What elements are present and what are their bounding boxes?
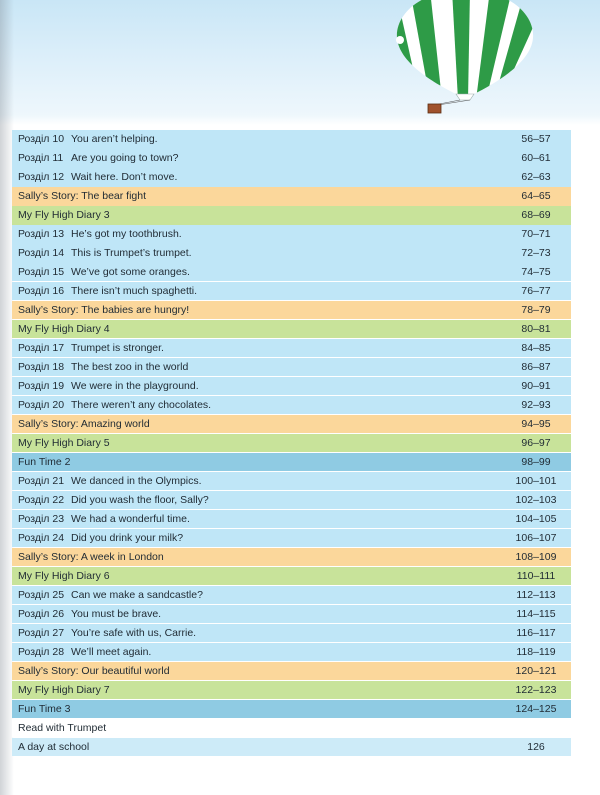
unit-label [12,228,71,240]
toc-title: My Fly High Diary 5 [18,437,110,450]
toc-title: He’s got my toothbrush. [71,228,182,241]
toc-row-unit [12,339,571,358]
page-range: 112–113 [516,588,556,601]
toc-row-unit [12,643,571,662]
unit-number: 26 [52,607,65,620]
page-range: 118–119 [516,645,556,658]
toc-title: You aren’t helping. [71,133,158,146]
page-range: 122–123 [515,683,557,696]
unit-number: 16 [52,285,65,298]
unit-number: 25 [52,588,65,601]
toc-title: You’re safe with us, Carrie. [71,626,197,639]
page-range: 102–103 [515,494,557,506]
page-range: 116–117 [516,626,556,639]
toc-row-diary [12,567,571,586]
toc-row-unit [12,263,571,282]
toc-row-unit [12,472,571,491]
page-range: 68–69 [521,209,551,222]
toc-row-fun [12,700,571,719]
unit-label [12,475,71,487]
unit-label [12,646,71,658]
unit-word: Розділ [18,285,50,298]
unit-number: 24 [52,531,65,544]
unit-label [12,589,71,601]
unit-label [12,380,71,392]
page-range: 64–65 [521,190,551,203]
toc-row-light [12,738,571,757]
toc-title: Read with Trumpet [18,721,107,734]
toc-row-unit [12,491,571,510]
page-range: 94–95 [521,418,551,431]
toc-row-diary [12,681,571,700]
toc-title: Sally’s Story: Our beautiful world [18,664,170,677]
toc-title: This is Trumpet’s trumpet. [71,247,192,260]
unit-word: Розділ [18,228,50,241]
unit-number: 13 [52,228,65,241]
page-range: 120–121 [515,664,557,677]
unit-label [12,152,71,164]
page-range: 104–105 [515,512,557,525]
unit-word: Розділ [18,475,50,488]
unit-number: 21 [52,475,65,488]
toc-title: Are you going to town? [71,152,179,165]
unit-word: Розділ [18,512,50,525]
unit-number: 19 [52,380,65,393]
unit-word: Розділ [18,380,50,393]
unit-number: 27 [52,626,65,639]
unit-label [12,247,71,259]
unit-word: Розділ [18,152,50,165]
toc-row-unit [12,149,571,168]
toc-row-diary [12,320,571,339]
toc-title: We were in the playground. [71,380,199,393]
toc-title: We had a wonderful time. [71,512,190,525]
unit-word: Розділ [18,171,50,184]
unit-label [12,171,71,183]
unit-number: 23 [52,512,65,525]
toc-title: The best zoo in the world [71,361,189,374]
toc-row-unit [12,624,571,643]
toc-title: There isn’t much spaghetti. [71,285,198,298]
unit-number: 18 [52,361,65,374]
page-range: 106–107 [515,531,557,544]
toc-row-story [12,187,571,206]
unit-label [12,608,71,620]
page-range: 84–85 [521,342,551,355]
unit-number: 12 [52,171,65,184]
unit-label [12,342,71,354]
toc-row-story [12,662,571,681]
toc-title: Sally’s Story: The bear fight [18,190,147,203]
unit-label [12,266,71,278]
page-range: 90–91 [521,380,551,393]
unit-word: Розділ [18,247,50,260]
page-range: 76–77 [521,285,551,298]
toc-row-unit [12,130,571,149]
toc-title: Fun Time 2 [18,456,71,469]
toc-title: Did you wash the floor, Sally? [71,494,209,506]
table-of-contents [12,130,571,756]
page-range: 60–61 [521,152,551,165]
page-range: 124–125 [515,702,557,715]
page-range: 96–97 [521,437,551,450]
unit-number: 10 [52,133,65,146]
page-range: 62–63 [521,171,551,184]
toc-title: We’ll meet again. [71,645,152,658]
hot-air-balloon-icon [390,0,540,125]
unit-word: Розділ [18,133,50,146]
page-range: 72–73 [521,247,551,260]
unit-label [12,361,71,373]
unit-label [12,494,71,506]
page-range: 74–75 [521,266,551,279]
unit-number: 17 [52,342,65,355]
toc-title: Did you drink your milk? [71,531,184,544]
toc-row-story [12,415,571,434]
toc-row-unit [12,168,571,187]
unit-number: 11 [52,152,64,165]
unit-label [12,627,71,639]
unit-word: Розділ [18,399,50,412]
page-range: 108–109 [515,550,557,563]
toc-title: Sally’s Story: A week in London [18,550,164,563]
toc-row-unit [12,244,571,263]
toc-row-fun [12,453,571,472]
unit-number: 15 [52,266,65,279]
unit-word: Розділ [18,494,50,506]
toc-title: My Fly High Diary 7 [18,683,110,696]
toc-title: A day at school [18,740,90,753]
toc-row-unit [12,282,571,301]
toc-row-unit [12,586,571,605]
toc-row-unit [12,377,571,396]
toc-title: Sally’s Story: Amazing world [18,418,150,431]
toc-row-unit [12,529,571,548]
unit-label [12,285,71,297]
toc-row-unit [12,605,571,624]
page-range: 110–111 [516,569,556,582]
page-range: 78–79 [521,304,551,317]
toc-row-unit [12,225,571,244]
toc-row-plain [12,719,571,738]
toc-title: My Fly High Diary 6 [18,569,110,582]
toc-title: We’ve got some oranges. [71,266,190,279]
page-range: 86–87 [521,361,551,374]
toc-title: My Fly High Diary 3 [18,209,110,222]
page-range: 92–93 [521,399,551,412]
unit-word: Розділ [18,645,50,658]
unit-number: 20 [52,399,65,412]
unit-word: Розділ [18,607,50,620]
page-range: 98–99 [521,456,551,469]
unit-number: 22 [52,494,65,506]
toc-row-diary [12,206,571,225]
toc-title: Can we make a sandcastle? [71,588,203,601]
toc-row-unit [12,396,571,415]
unit-number: 28 [52,645,65,658]
unit-word: Розділ [18,626,50,639]
unit-number: 14 [52,247,65,260]
page-range: 70–71 [521,228,551,241]
toc-row-diary [12,434,571,453]
page-range: 80–81 [521,323,551,336]
unit-word: Розділ [18,342,50,355]
unit-word: Розділ [18,266,50,279]
unit-word: Розділ [18,361,50,374]
toc-row-story [12,301,571,320]
toc-title: There weren’t any chocolates. [71,399,212,412]
toc-row-unit [12,510,571,529]
unit-label [12,513,71,525]
unit-label [12,133,71,145]
page-range: 114–115 [516,607,556,620]
toc-row-story [12,548,571,567]
page-range: 126 [527,740,545,753]
toc-title: Fun Time 3 [18,702,71,715]
toc-title: Wait here. Don’t move. [71,171,178,184]
unit-label [12,399,71,411]
toc-title: We danced in the Olympics. [71,475,202,488]
unit-word: Розділ [18,531,50,544]
toc-title: Trumpet is stronger. [71,342,164,355]
toc-row-unit [12,358,571,377]
unit-label [12,532,71,544]
page-range: 100–101 [515,475,557,488]
unit-word: Розділ [18,588,50,601]
toc-title: Sally’s Story: The babies are hungry! [18,304,190,317]
toc-title: You must be brave. [71,607,162,620]
page-range: 56–57 [521,133,551,146]
toc-title: My Fly High Diary 4 [18,323,110,336]
